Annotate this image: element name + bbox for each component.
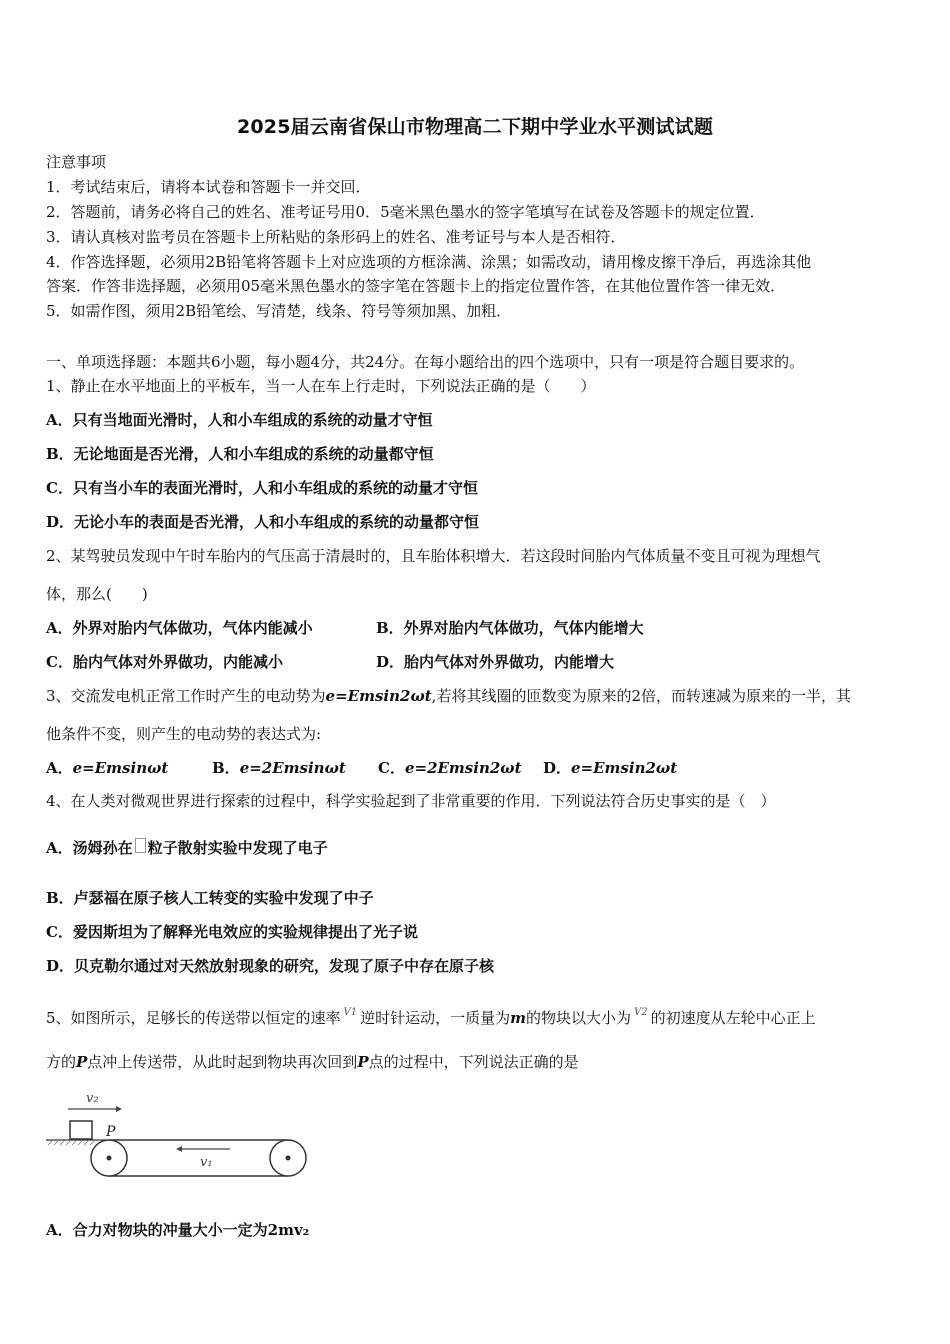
q2-option-c: C．胎内气体对外界做功，内能减小 xyxy=(46,653,283,671)
v1-arrow-head xyxy=(176,1146,182,1152)
conveyor-belt-figure xyxy=(46,1088,316,1180)
notice-item: 答案．作答非选择题，必须用05毫米黑色墨水的签字笔在答题卡上的指定位置作答，在其他位置作答一律无效． xyxy=(46,277,786,295)
q3-formula: e=Emsin2ωt xyxy=(325,687,432,705)
notice-item: 4．作答选择题，必须用2B铅笔将答题卡上对应选项的方框涂满、涂黑；如需改动，请用橡皮擦干净后，再选涂其他 xyxy=(46,253,812,271)
right-wheel-center xyxy=(286,1156,291,1161)
q1-option-b: B．无论地面是否光滑，人和小车组成的系统的动量都守恒 xyxy=(46,445,434,463)
q3-option-c xyxy=(378,758,522,778)
q5-stem-text: 逆时针运动，一质量为 xyxy=(360,1009,511,1027)
option-formula: e=Emsin2ωt xyxy=(571,759,678,777)
option-formula: e=2Emsinωt xyxy=(239,759,346,777)
q5-stem-text: 的初速度从左轮中心正上 xyxy=(650,1009,816,1027)
missing-glyph-icon xyxy=(135,838,146,853)
q4-option-b: B．卢瑟福在原子核人工转变的实验中发现了中子 xyxy=(46,889,374,907)
q4-option-d: D．贝克勒尔通过对天然放射现象的研究，发现了原子中存在原子核 xyxy=(46,957,495,975)
q1-option-c: C．只有当小车的表面光滑时，人和小车组成的系统的动量才守恒 xyxy=(46,479,478,497)
notice-item: 5．如需作图，须用2B铅笔绘、写清楚，线条、符号等须加黑、加粗． xyxy=(46,302,512,320)
q3-option-b xyxy=(212,758,346,778)
fig-v1-label: v₁ xyxy=(200,1155,213,1170)
q3-stem-text: 3、交流发电机正常工作时产生的电动势为 xyxy=(46,687,326,705)
option-letter: A． xyxy=(46,759,73,777)
option-letter: C． xyxy=(378,759,405,777)
q4-stem: 4、在人类对微观世界进行探索的过程中，科学实验起到了非常重要的作用．下列说法符合历史事实的是（ ） xyxy=(46,792,776,810)
q2-option-a: A．外界对胎内气体做功，气体内能减小 xyxy=(46,619,313,637)
v2-symbol: V2 xyxy=(634,1007,648,1018)
option-formula: e=Emsinωt xyxy=(72,759,169,777)
notice-item: 2．答题前，请务必将自己的姓名、准考证号用0．5毫米黑色墨水的签字笔填写在试卷及答题卡的规定位置． xyxy=(46,203,765,221)
left-wheel-center xyxy=(107,1156,112,1161)
q4-option-c: C．爱因斯坦为了解释光电效应的实验规律提出了光子说 xyxy=(46,923,418,941)
q3-option-d xyxy=(543,758,677,778)
q5-stem-text: 方的 xyxy=(46,1053,77,1071)
q3-option-a xyxy=(46,758,168,778)
notice-item: 1．考试结束后，请将本试卷和答题卡一并交回． xyxy=(46,178,371,196)
q5-stem-text: 点的过程中，下列说法正确的是 xyxy=(368,1053,579,1071)
ground-hatch xyxy=(48,1140,95,1145)
q2-stem-cont: 体，那么( ) xyxy=(46,585,148,603)
notice-heading: 注意事项 xyxy=(46,153,107,171)
q5-stem-text: 5、如图所示，足够长的传送带以恒定的速率 xyxy=(46,1009,341,1027)
q3-stem xyxy=(46,686,851,706)
block xyxy=(70,1121,92,1139)
notice-item: 3．请认真核对监考员在答题卡上所粘贴的条形码上的姓名、准考证号与本人是否相符． xyxy=(46,228,626,246)
q3-stem-cont: 他条件不变，则产生的电动势的表达式为: xyxy=(46,725,322,743)
q5-option-a: A．合力对物块的冲量大小一定为2mv₂ xyxy=(46,1221,310,1239)
q1-stem: 1、静止在水平地面上的平板车，当一人在车上行走时，下列说法正确的是（ ） xyxy=(46,377,596,395)
point-p: P xyxy=(76,1053,88,1071)
option-letter: B． xyxy=(212,759,240,777)
fig-p-label: P xyxy=(106,1124,116,1140)
point-p: P xyxy=(357,1053,369,1071)
v1-symbol: V1 xyxy=(343,1007,358,1018)
q2-stem: 2、某驾驶员发现中午时车胎内的气压高于清晨时的，且车胎体积增大．若这段时间胎内气体质量不变且可视为理想气 xyxy=(46,547,821,565)
q3-stem-text: ,若将其线圈的匝数变为原来的2倍，而转速减为原来的一半，其 xyxy=(431,687,851,705)
fig-v2-label: v₂ xyxy=(86,1091,99,1106)
q2-option-d: D．胎内气体对外界做功，内能增大 xyxy=(376,653,615,671)
mass-symbol: m xyxy=(510,1009,527,1027)
q4-option-a-text: 粒子散射实验中发现了电子 xyxy=(147,839,328,857)
page-title: 2025届云南省保山市物理高二下期中学业水平测试试题 xyxy=(236,116,714,138)
q5-stem-text: 点冲上传送带，从此时起到物块再次回到 xyxy=(87,1053,358,1071)
q5-stem xyxy=(46,1003,816,1028)
q5-stem-cont xyxy=(46,1052,579,1072)
v2-arrow-head xyxy=(116,1106,122,1112)
q4-option-a xyxy=(46,838,328,858)
q1-option-d: D．无论小车的表面是否光滑，人和小车组成的系统的动量都守恒 xyxy=(46,513,480,531)
q4-option-a-text: A．汤姆孙在 xyxy=(46,839,133,857)
q1-option-a: A．只有当地面光滑时，人和小车组成的系统的动量才守恒 xyxy=(46,411,433,429)
q5-stem-text: 的物块以大小为 xyxy=(526,1009,632,1027)
q2-option-b: B．外界对胎内气体做功，气体内能增大 xyxy=(376,619,644,637)
option-formula: e=2Emsin2ωt xyxy=(404,759,522,777)
section-heading: 一、单项选择题：本题共6小题，每小题4分，共24分。在每小题给出的四个选项中，只有一项是符合题目要求的。 xyxy=(46,353,805,371)
option-letter: D． xyxy=(543,759,572,777)
